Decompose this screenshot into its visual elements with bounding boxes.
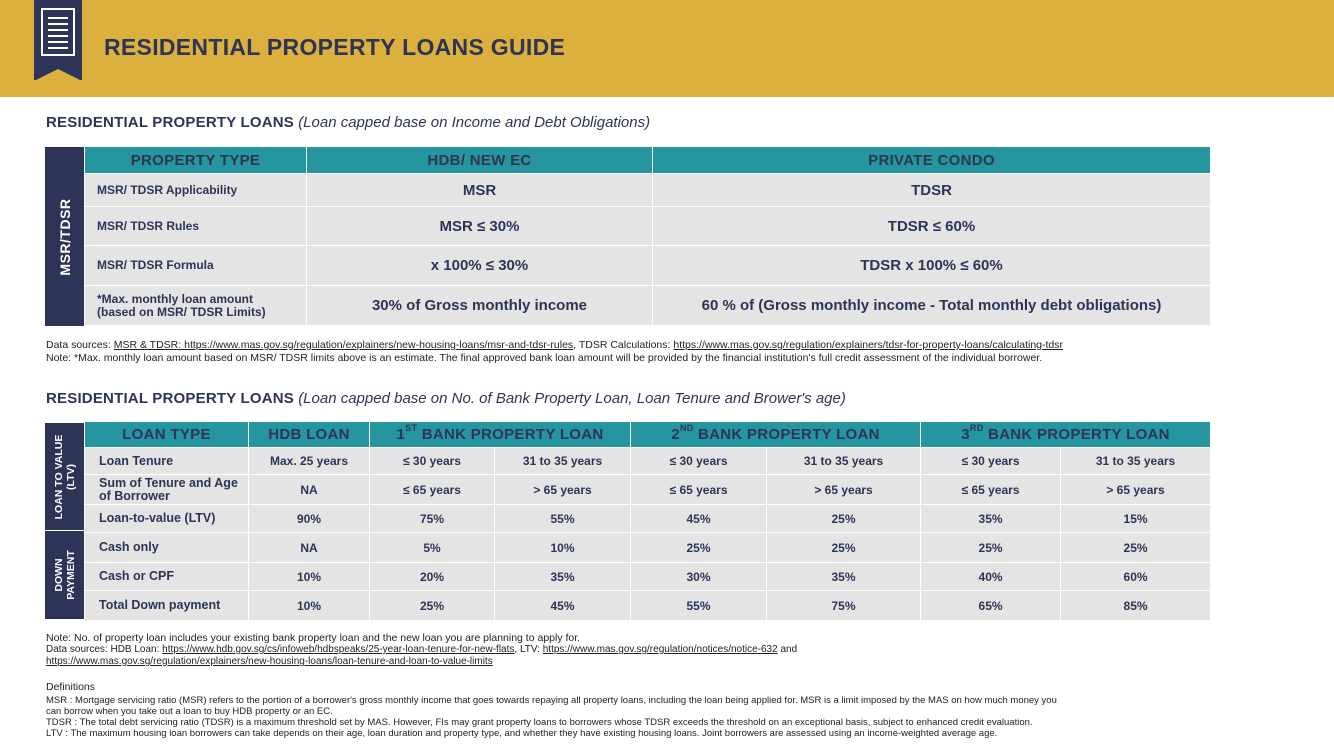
- definition-msr-line2: can borrow when you take out a loan to buy HDB property or an EC.: [46, 706, 333, 717]
- row-label-line1: *Max. monthly loan amount: [97, 291, 254, 306]
- cell-value: 31 to 35 years: [1061, 448, 1211, 475]
- ltv-side-text: [53, 434, 77, 519]
- row-label: [85, 286, 307, 326]
- loan-tenure-ltv-link[interactable]: https://www.mas.gov.sg/regulation/explainers/new-housing-loans/loan-tenure-and-loan-to-value-limits: [46, 656, 493, 667]
- row-label: [85, 475, 249, 505]
- header-property-type: PROPERTY TYPE: [85, 147, 307, 174]
- cell-value: 25%: [767, 533, 921, 563]
- cell-value: 35%: [921, 505, 1061, 533]
- header-private-condo: PRIVATE CONDO: [653, 147, 1211, 174]
- cell-value: 55%: [495, 505, 631, 533]
- cell-value: 35%: [495, 563, 631, 591]
- header-hdb-loan: HDB LOAN: [249, 422, 370, 448]
- table-row: [85, 591, 1211, 621]
- row-label: Total Down payment: [85, 591, 249, 621]
- header-2nd-bank-loan: 2ND BANK PROPERTY LOAN: [631, 422, 921, 448]
- table-row: [85, 246, 1211, 286]
- msr-tdsr-link[interactable]: MSR & TDSR: https://www.mas.gov.sg/regulation/explainers/new-housing-loans/msr-and-tdsr-rules: [113, 339, 574, 351]
- header-1st-bank-loan: 1ST BANK PROPERTY LOAN: [370, 422, 631, 448]
- cell-value: 75%: [767, 591, 921, 621]
- cell-value: 25%: [767, 505, 921, 533]
- section2-title-italic: (Loan capped base on No. of Bank Property Loan, Loan Tenure and Brower's age): [298, 390, 846, 407]
- cell-value: 90%: [249, 505, 370, 533]
- cell-value: 85%: [1061, 591, 1211, 621]
- hdb-prefix: Data sources: HDB Loan:: [46, 644, 163, 655]
- row-label-line1: Sum of Tenure and Age: [99, 475, 238, 490]
- bookmark-ribbon: [34, 0, 82, 80]
- down-payment-side-label: [45, 531, 85, 619]
- header-hdb-new-ec: HDB/ NEW EC: [307, 147, 653, 174]
- row-label-line2: (based on MSR/ TDSR Limits): [97, 304, 266, 319]
- definitions-block: [46, 682, 1146, 739]
- table-row: [85, 475, 1211, 505]
- cell-value: 15%: [1061, 505, 1211, 533]
- tdsr-prefix: , TDSR Calculations:: [573, 339, 674, 351]
- ltv-table: [84, 421, 1211, 621]
- row-label-line2: of Borrower: [99, 488, 170, 503]
- cell-value: > 65 years: [495, 475, 631, 505]
- header-loan-type: LOAN TYPE: [85, 422, 249, 448]
- cell-value: Max. 25 years: [249, 448, 370, 475]
- cell-value: 25%: [1061, 533, 1211, 563]
- cell-value: NA: [249, 533, 370, 563]
- cell-value: 25%: [921, 533, 1061, 563]
- section2-title: [46, 390, 846, 407]
- cell-value: 30% of Gross monthly income: [307, 286, 653, 326]
- ltv-side-label: [45, 423, 85, 530]
- cell-value: 60 % of (Gross monthly income - Total monthly debt obligations): [653, 286, 1211, 326]
- section1-title-bold: RESIDENTIAL PROPERTY LOANS: [46, 114, 295, 131]
- msr-tdsr-table: [84, 146, 1211, 326]
- cell-value: ≤ 30 years: [631, 448, 767, 475]
- cell-value: MSR ≤ 30%: [307, 207, 653, 246]
- cell-value: 75%: [370, 505, 495, 533]
- table-header-row: [85, 147, 1211, 174]
- cell-value: 30%: [631, 563, 767, 591]
- down-side-line2: PAYMENT: [65, 550, 77, 600]
- row-label: MSR/ TDSR Rules: [85, 207, 307, 246]
- hdb-loan-link[interactable]: https://www.hdb.gov.sg/cs/infoweb/hdbspeaks/25-year-loan-tenure-for-new-flats: [162, 644, 515, 655]
- definition-tdsr: TDSR : The total debt servicing ratio (TDSR) is a maximum threshold set by MAS. However, FIs may grant property loans to borrowers whose TDSR exceeds the threshold on an exceptional basis, subject to enhanced credit evaluation.: [46, 717, 1033, 728]
- row-label: Loan-to-value (LTV): [85, 505, 249, 533]
- cell-value: 45%: [495, 591, 631, 621]
- cell-value: NA: [249, 475, 370, 505]
- cell-value: 65%: [921, 591, 1061, 621]
- cell-value: x 100% ≤ 30%: [307, 246, 653, 286]
- msr-tdsr-side-label: [45, 147, 85, 326]
- down-side-line1: DOWN: [53, 558, 65, 592]
- cell-value: 10%: [249, 563, 370, 591]
- section1-title: [46, 114, 650, 131]
- section1-note: Note: *Max. monthly loan amount based on MSR/ TDSR limits above is an estimate. The final approved bank loan amount will be provided by the financial institution's full credit assessment of the individual borrower.: [46, 352, 1043, 364]
- ltv-side-line1: LOAN TO VALUE: [53, 434, 65, 519]
- tdsr-calc-link[interactable]: https://www.mas.gov.sg/regulation/explainers/tdsr-for-property-loans/calculating-tdsr: [673, 339, 1063, 351]
- cell-value: 25%: [631, 533, 767, 563]
- cell-value: ≤ 30 years: [921, 448, 1061, 475]
- page-title: RESIDENTIAL PROPERTY LOANS GUIDE: [104, 34, 566, 60]
- cell-value: > 65 years: [1061, 475, 1211, 505]
- and-text: and: [777, 644, 798, 655]
- section2-sources-line3: [46, 656, 493, 668]
- cell-value: 25%: [370, 591, 495, 621]
- cell-value: MSR: [307, 174, 653, 207]
- table-row: [85, 448, 1211, 475]
- definitions-heading: Definitions: [46, 681, 96, 693]
- cell-value: TDSR: [653, 174, 1211, 207]
- table-row: [85, 533, 1211, 563]
- table-row: [85, 563, 1211, 591]
- cell-value: ≤ 30 years: [370, 448, 495, 475]
- ltv-link[interactable]: https://www.mas.gov.sg/regulation/notices/notice-632: [542, 644, 778, 655]
- cell-value: TDSR x 100% ≤ 60%: [653, 246, 1211, 286]
- definition-msr-line1: MSR : Mortgage servicing ratio (MSR) refers to the portion of a borrower's gross monthly income that goes towards repaying all property loans, including the loan being applied for. MSR is a limit imposed by the MAS on how much money you: [46, 695, 1057, 706]
- cell-value: 10%: [249, 591, 370, 621]
- cell-value: 60%: [1061, 563, 1211, 591]
- document-icon: [41, 8, 75, 56]
- down-payment-side-text: [53, 550, 77, 600]
- cell-value: ≤ 65 years: [370, 475, 495, 505]
- section1-sources: [46, 339, 1063, 351]
- cell-value: 10%: [495, 533, 631, 563]
- cell-value: 40%: [921, 563, 1061, 591]
- section1-title-italic: (Loan capped base on Income and Debt Obligations): [298, 114, 651, 131]
- section2-title-bold: RESIDENTIAL PROPERTY LOANS: [46, 390, 295, 407]
- cell-value: 20%: [370, 563, 495, 591]
- row-label: MSR/ TDSR Formula: [85, 246, 307, 286]
- table-row: [85, 505, 1211, 533]
- header-3rd-bank-loan: 3RD BANK PROPERTY LOAN: [921, 422, 1211, 448]
- sources-prefix: Data sources:: [46, 339, 114, 351]
- table-row: [85, 286, 1211, 326]
- table-row: [85, 207, 1211, 246]
- cell-value: 31 to 35 years: [495, 448, 631, 475]
- cell-value: > 65 years: [767, 475, 921, 505]
- section2-sources: [46, 644, 797, 656]
- row-label: Loan Tenure: [85, 448, 249, 475]
- definition-ltv: LTV : The maximum housing loan borrowers can take depends on their age, loan duration and property type, and whether they have existing housing loans. Joint borrowers are assessed using an income-weighted average age.: [46, 728, 998, 739]
- cell-value: 45%: [631, 505, 767, 533]
- cell-value: 31 to 35 years: [767, 448, 921, 475]
- cell-value: 35%: [767, 563, 921, 591]
- table-row: [85, 174, 1211, 207]
- cell-value: ≤ 65 years: [631, 475, 767, 505]
- header-banner: [0, 0, 1334, 97]
- ltv-prefix: , LTV:: [514, 644, 543, 655]
- cell-value: 5%: [370, 533, 495, 563]
- cell-value: TDSR ≤ 60%: [653, 207, 1211, 246]
- row-label: Cash or CPF: [85, 563, 249, 591]
- cell-value: ≤ 65 years: [921, 475, 1061, 505]
- row-label: MSR/ TDSR Applicability: [85, 174, 307, 207]
- row-label: Cash only: [85, 533, 249, 563]
- table-header-row: [85, 422, 1211, 448]
- section2-note: Note: No. of property loan includes your existing bank property loan and the new loan you are planning to apply for.: [46, 632, 581, 644]
- ltv-side-line2: (LTV): [65, 463, 77, 490]
- msr-tdsr-side-text: MSR/TDSR: [57, 197, 73, 276]
- cell-value: 55%: [631, 591, 767, 621]
